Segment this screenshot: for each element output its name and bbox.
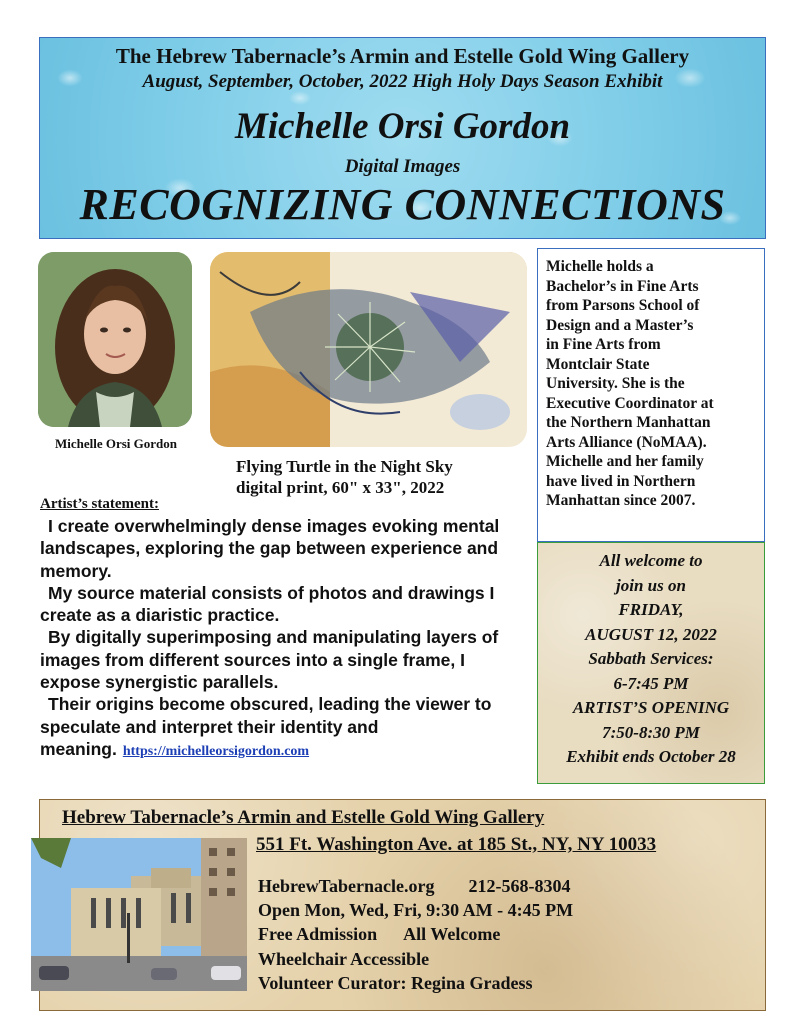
bio-line: Arts Alliance (NoMAA).: [546, 433, 707, 451]
footer-gallery-name: Hebrew Tabernacle’s Armin and Estelle Gold Wing Gallery: [62, 807, 545, 828]
contact-row: [258, 874, 573, 898]
event-line: Sabbath Services:: [588, 649, 714, 668]
medium-label: Digital Images: [344, 156, 461, 177]
bio-line: Michelle holds a: [546, 258, 654, 275]
exhibit-header: [39, 37, 766, 239]
bio-line: Michelle and her family: [546, 453, 704, 470]
accessibility-row: Wheelchair Accessible: [258, 948, 430, 969]
artwork-caption: [236, 456, 521, 498]
bio-line: Bachelor’s in Fine Arts: [546, 277, 699, 295]
artwork-details: digital print, 60" x 33", 2022: [236, 478, 445, 497]
footer-contact-info: [258, 874, 573, 995]
bio-line: University. She is the: [546, 375, 685, 392]
bio-line: Montclair State: [546, 355, 650, 373]
phone-number: 212-568-8304: [468, 876, 571, 896]
bio-line: the Northern Manhattan: [546, 414, 711, 431]
welcome-label: All Welcome: [403, 924, 501, 945]
artwork-image: [210, 252, 527, 447]
season-subtitle: August, September, October, 2022 High Holy Days Season Exhibit: [142, 71, 663, 92]
footer-address: 551 Ft. Washington Ave. at 185 St., NY, NY 10033: [256, 834, 657, 855]
synagogue-building-photo: [31, 838, 247, 991]
statement-paragraph-text: Their origins become obscured, leading the viewer to speculate and interpret their identity and meaning.: [40, 694, 492, 759]
statement-paragraph: My source material consists of photos and drawings I create as a diaristic practice.: [40, 582, 495, 626]
bio-line: Manhattan since 2007.: [546, 492, 696, 509]
artist-statement: [40, 515, 520, 763]
artwork-title: Flying Turtle in the Night Sky: [236, 457, 453, 476]
event-line: All welcome to: [599, 551, 703, 570]
exhibit-title: RECOGNIZING CONNECTIONS: [79, 180, 726, 229]
building-illustration: [31, 838, 247, 991]
event-line: join us on: [616, 575, 686, 595]
statement-paragraph: By digitally superimposing and manipulating layers of images from different sources into a single frame, I expose synergistic parallels.: [40, 627, 499, 693]
bio-line: from Parsons School of: [546, 297, 700, 314]
artist-portrait-photo: [38, 252, 192, 427]
event-time: 7:50-8:30 PM: [602, 722, 700, 742]
statement-paragraph: [40, 693, 520, 763]
artist-website-link[interactable]: https://michelleorsigordon.com: [122, 743, 310, 759]
artist-bio-box: [537, 248, 765, 542]
bio-line: Executive Coordinator at: [546, 394, 714, 412]
flying-turtle-artwork: [210, 252, 527, 447]
event-line: FRIDAY,: [618, 600, 684, 619]
bio-line: in Fine Arts from: [546, 336, 661, 353]
bio-line: have lived in Northern: [546, 472, 696, 490]
artist-name: Michelle Orsi Gordon: [234, 106, 571, 147]
exhibit-end-date: Exhibit ends October 28: [566, 747, 736, 766]
admission-label: Free Admission: [258, 924, 378, 945]
statement-heading: Artist’s statement:: [40, 496, 159, 512]
bio-line: Design and a Master’s: [546, 316, 694, 334]
event-info-box: [537, 542, 765, 784]
gallery-name: The Hebrew Tabernacle’s Armin and Estelle Gold Wing Gallery: [115, 44, 690, 68]
statement-paragraph: I create overwhelmingly dense images evoking mental landscapes, exploring the gap between experience and memory.: [40, 516, 500, 581]
hours-row: Open Mon, Wed, Fri, 9:30 AM - 4:45 PM: [258, 900, 574, 921]
curator-row: Volunteer Curator: Regina Gradess: [258, 972, 533, 993]
event-date: AUGUST 12, 2022: [585, 624, 717, 644]
admission-row: [258, 922, 573, 946]
portrait-illustration: [38, 252, 192, 427]
portrait-caption: Michelle Orsi Gordon: [54, 436, 178, 451]
event-time: 6-7:45 PM: [613, 673, 689, 693]
event-line: ARTIST’S OPENING: [572, 698, 730, 717]
website-link[interactable]: HebrewTabernacle.org: [258, 876, 435, 896]
